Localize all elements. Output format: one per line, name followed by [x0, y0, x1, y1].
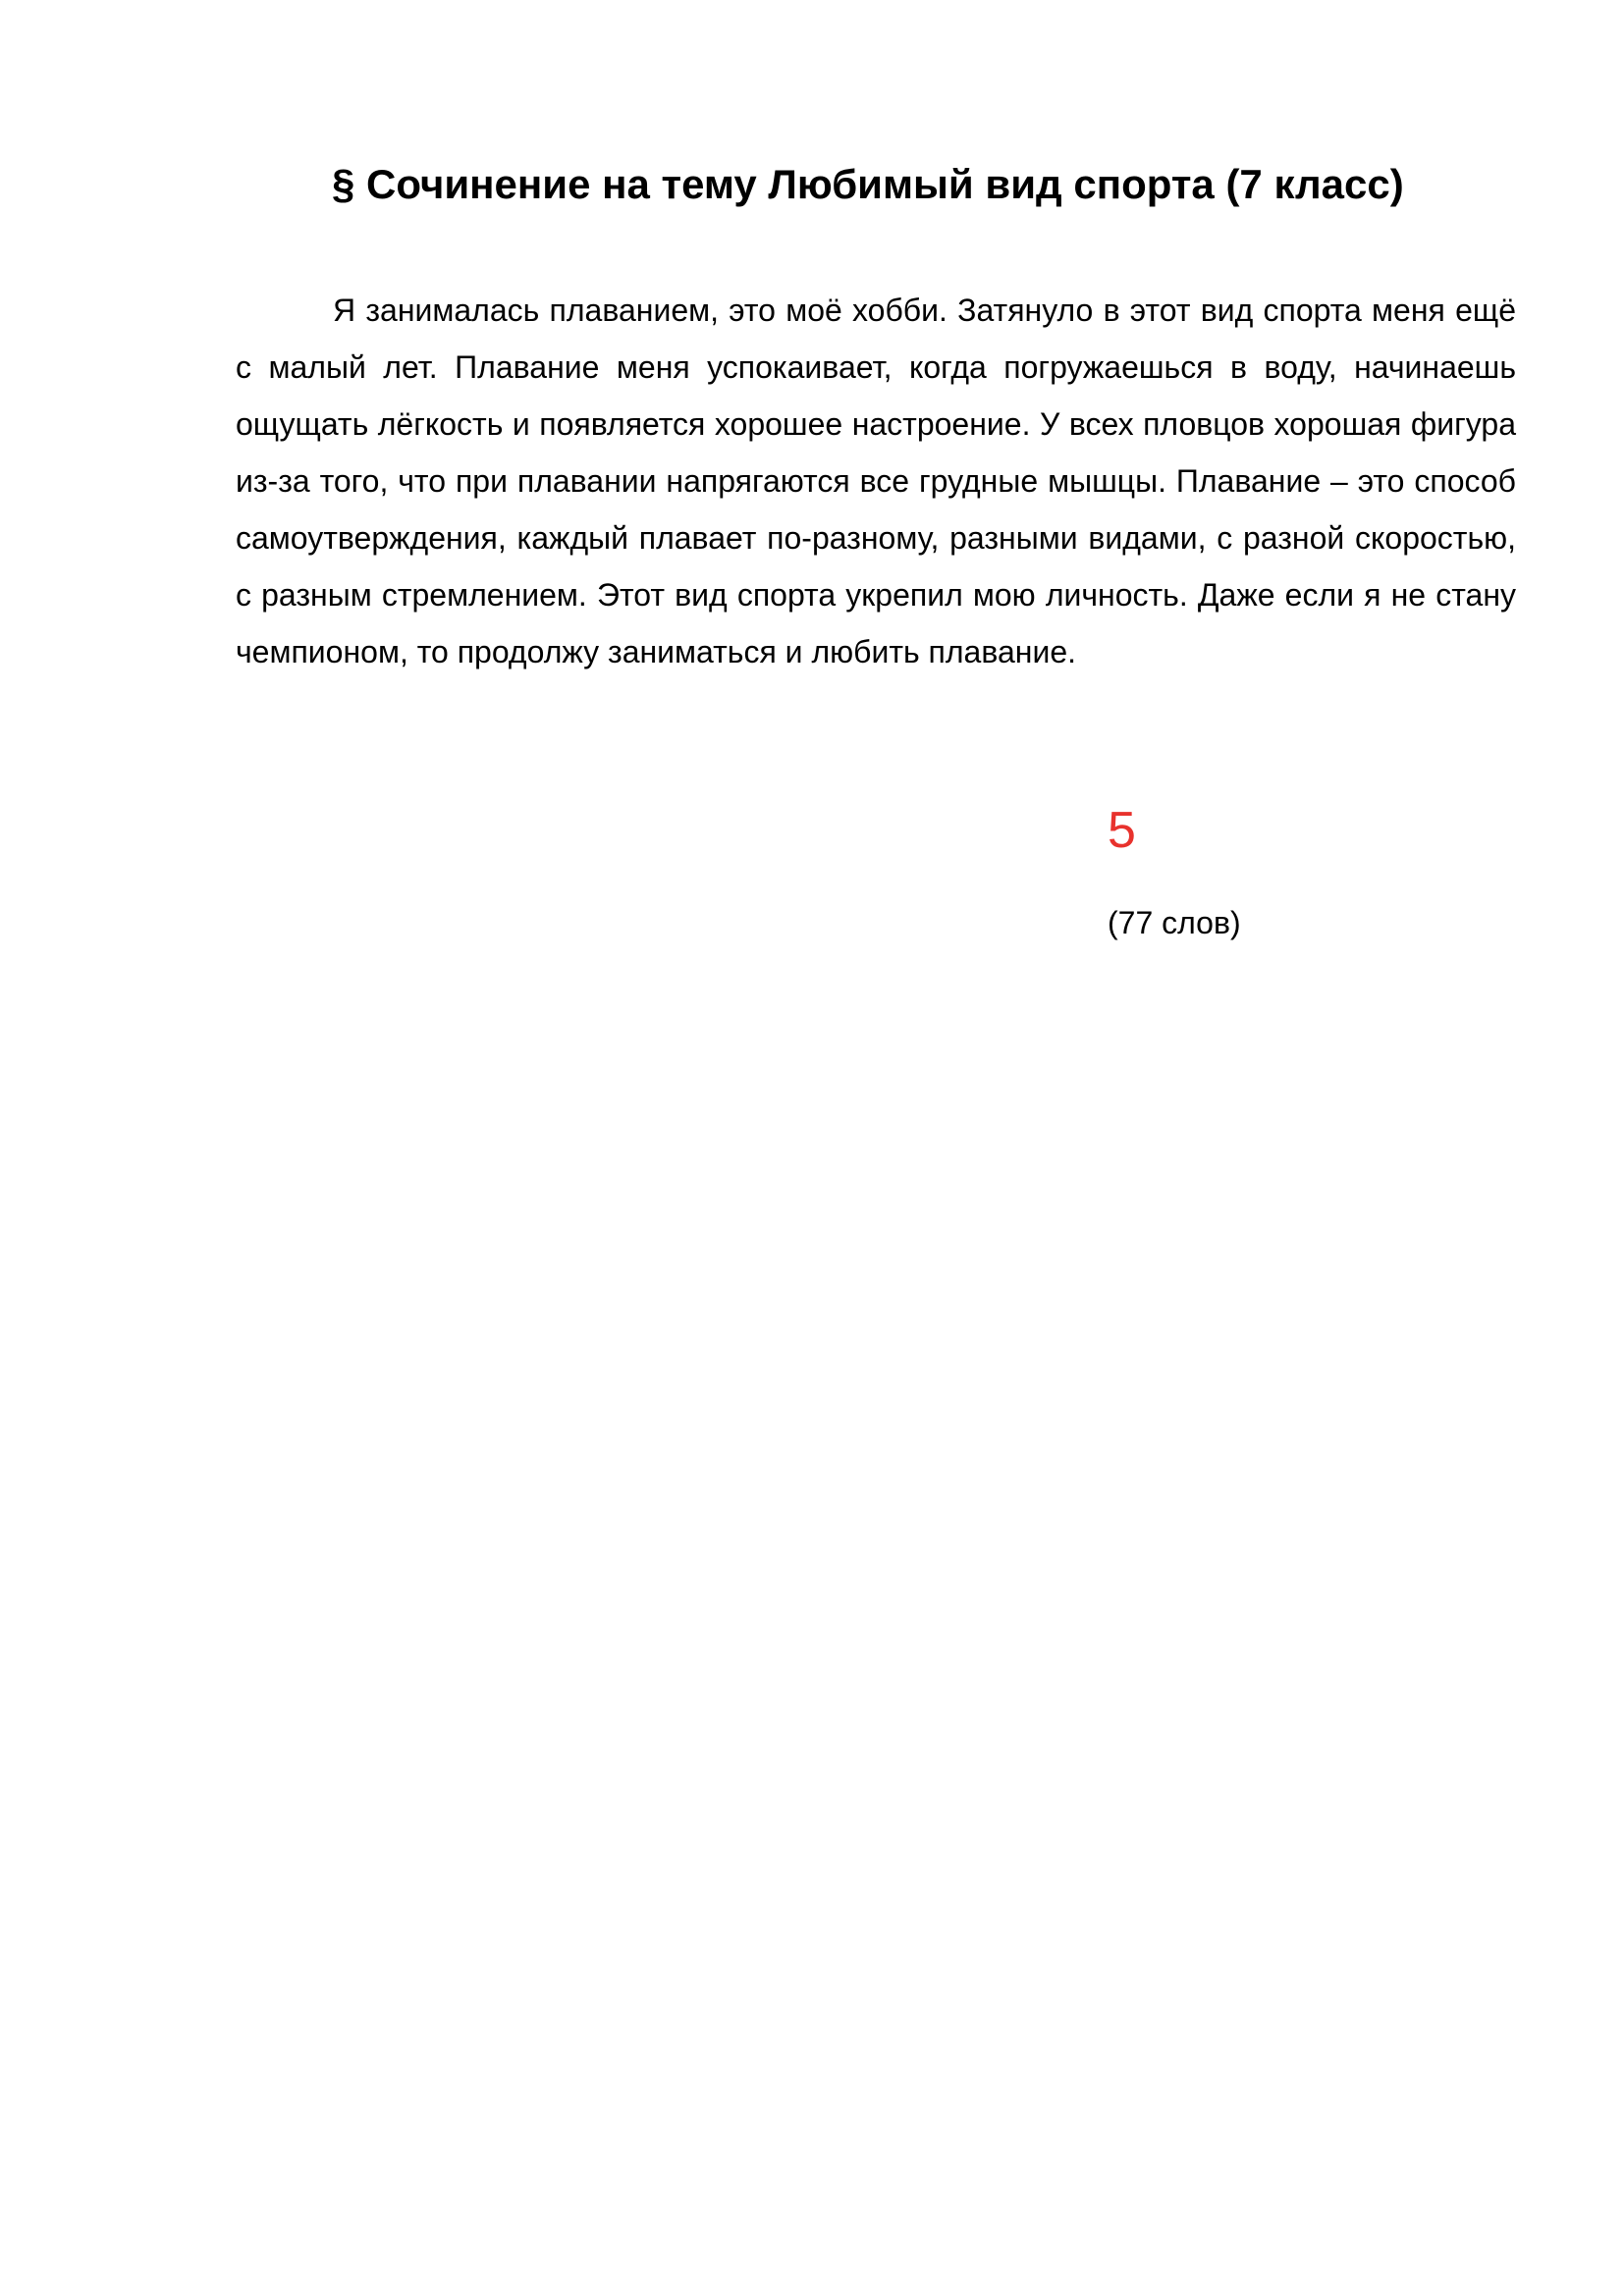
essay-body: Я занималась плаванием, это моё хобби. Затянуло в этот вид спорта меня ещё с малый лет. Плавание меня успокаивает, когда погружаешься в воду, начинаешь ощущать лёгкость и появляется хорошее настроение. У всех пловцов хорошая фигура из-за того, что при плавании напрягаются все грудные мышцы. Плавание – это способ самоутверждения, каждый плавает по-разному, разными видами, с разной скоростью, с разным стремлением. Этот вид спорта укрепил мою личность. Даже если я не стану чемпионом, то продолжу заниматься и любить плавание. — [236, 293, 1516, 669]
grade-mark: 5 — [1108, 802, 1136, 859]
word-count: (77 слов) — [1108, 905, 1241, 940]
page-title: § Сочинение на тему Любимый вид спорта (7 класс) — [332, 161, 1404, 207]
